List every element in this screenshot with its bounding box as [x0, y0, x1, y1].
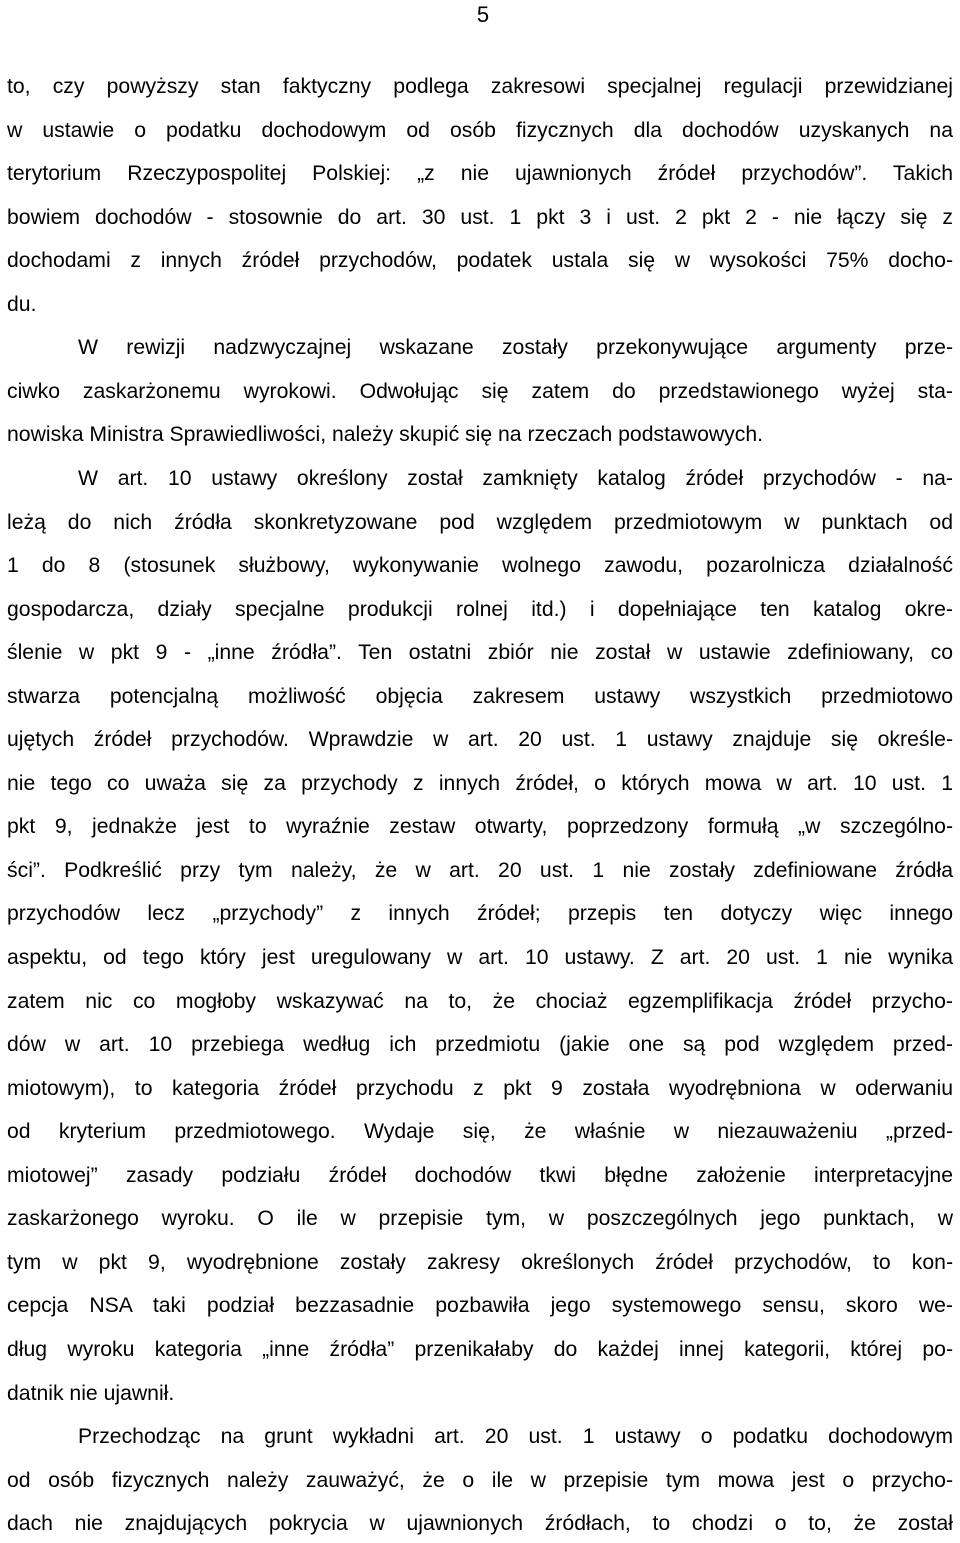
text-line: leżą do nich źródła skonkretyzowane pod względem przedmiotowym w punktach od — [7, 510, 953, 534]
text-line: miotowym), to kategoria źródeł przychodu z pkt 9 została wyodrębniona w oderwaniu — [7, 1076, 953, 1100]
text-line: w ustawie o podatku dochodowym od osób fizycznych dla dochodów uzyskanych na — [7, 118, 953, 142]
text-line: dach nie znajdujących pokrycia w ujawnionych źródłach, to chodzi o to, że został — [7, 1512, 953, 1536]
text-line: datnik nie ujawnił. — [7, 1381, 175, 1405]
page-number-text: 5 — [476, 2, 490, 27]
text-line: dów w art. 10 przebiega według ich przedmiotu (jakie one są pod względem przed- — [7, 1033, 953, 1057]
text-line: miotowej” zasady podziału źródeł dochodów tkwi błędne założenie interpretacyjne — [7, 1163, 953, 1187]
text-line: aspektu, od tego który jest uregulowany w art. 10 ustawy. Z art. 20 ust. 1 nie wynika — [7, 946, 953, 969]
text-line: pkt 9, jednakże jest to wyraźnie zestaw otwarty, poprzedzony formułą „w szczególno- — [7, 815, 953, 839]
text-line: od kryterium przedmiotowego. Wydaje się, że właśnie w niezauważeniu „przed- — [7, 1120, 953, 1144]
text-line: cepcja NSA taki podział bezzasadnie pozbawiła jego systemowego sensu, skoro we- — [7, 1294, 953, 1318]
text-line: W rewizji nadzwyczajnej wskazane zostały przekonywujące argumenty prze- — [78, 336, 953, 360]
text-line: du. — [7, 292, 37, 316]
text-line: ujętych źródeł przychodów. Wprawdzie w art. 20 ust. 1 ustawy znajduje się określe- — [7, 728, 953, 752]
text-line: tym w pkt 9, wyodrębnione zostały zakresy określonych źródeł przychodów, to kon- — [7, 1250, 953, 1274]
text-line: ślenie w pkt 9 - „inne źródła”. Ten ostatni zbiór nie został w ustawie zdefiniowany, co — [7, 641, 953, 665]
text-line: 1 do 8 (stosunek służbowy, wykonywanie wolnego zawodu, pozarolnicza działalność — [7, 554, 953, 577]
text-line: nowiska Ministra Sprawiedliwości, należy skupić się na rzeczach podstawowych. — [7, 423, 764, 447]
text-line: dług wyroku kategoria „inne źródła” przenikałaby do każdej innej kategorii, której po- — [7, 1337, 953, 1361]
text-line: gospodarcza, działy specjalne produkcji rolnej itd.) i dopełniające ten katalog okre- — [7, 597, 953, 621]
text-line: ciwko zaskarżonemu wyrokowi. Odwołując się zatem do przedstawionego wyżej sta- — [7, 379, 953, 403]
text-line: stwarza potencjalną możliwość objęcia zakresem ustawy wszystkich przedmiotowo — [7, 684, 953, 708]
text-line: ści”. Podkreślić przy tym należy, że w art. 20 ust. 1 nie zostały zdefiniowane źródła — [7, 858, 953, 882]
text-line: od osób fizycznych należy zauważyć, że o ile w przepisie tym mowa jest o przycho- — [7, 1468, 953, 1492]
text-line: terytorium Rzeczypospolitej Polskiej: „z nie ujawnionych źródeł przychodów”. Takich — [7, 162, 953, 186]
text-line: przychodów lecz „przychody” z innych źródeł; przepis ten dotyczy więc innego — [7, 902, 953, 926]
text-line: Przechodząc na grunt wykładni art. 20 ust. 1 ustawy o podatku dochodowym — [78, 1425, 953, 1448]
text-line: to, czy powyższy stan faktyczny podlega zakresowi specjalnej regulacji przewidzianej — [7, 75, 953, 98]
text-line: nie tego co uważa się za przychody z innych źródeł, o których mowa w art. 10 ust. 1 — [7, 771, 953, 795]
text-line: zaskarżonego wyroku. O ile w przepisie tym, w poszczególnych jego punktach, w — [7, 1207, 953, 1231]
text-line: bowiem dochodów - stosownie do art. 30 ust. 1 pkt 3 i ust. 2 pkt 2 - nie łączy się z — [7, 205, 953, 229]
text-line: zatem nic co mogłoby wskazywać na to, że chociaż egzemplifikacja źródeł przycho- — [7, 989, 953, 1013]
text-line: W art. 10 ustawy określony został zamknięty katalog źródeł przychodów - na- — [78, 466, 953, 490]
page-number — [0, 2, 960, 28]
text-line: dochodami z innych źródeł przychodów, podatek ustala się w wysokości 75% docho- — [7, 249, 953, 273]
